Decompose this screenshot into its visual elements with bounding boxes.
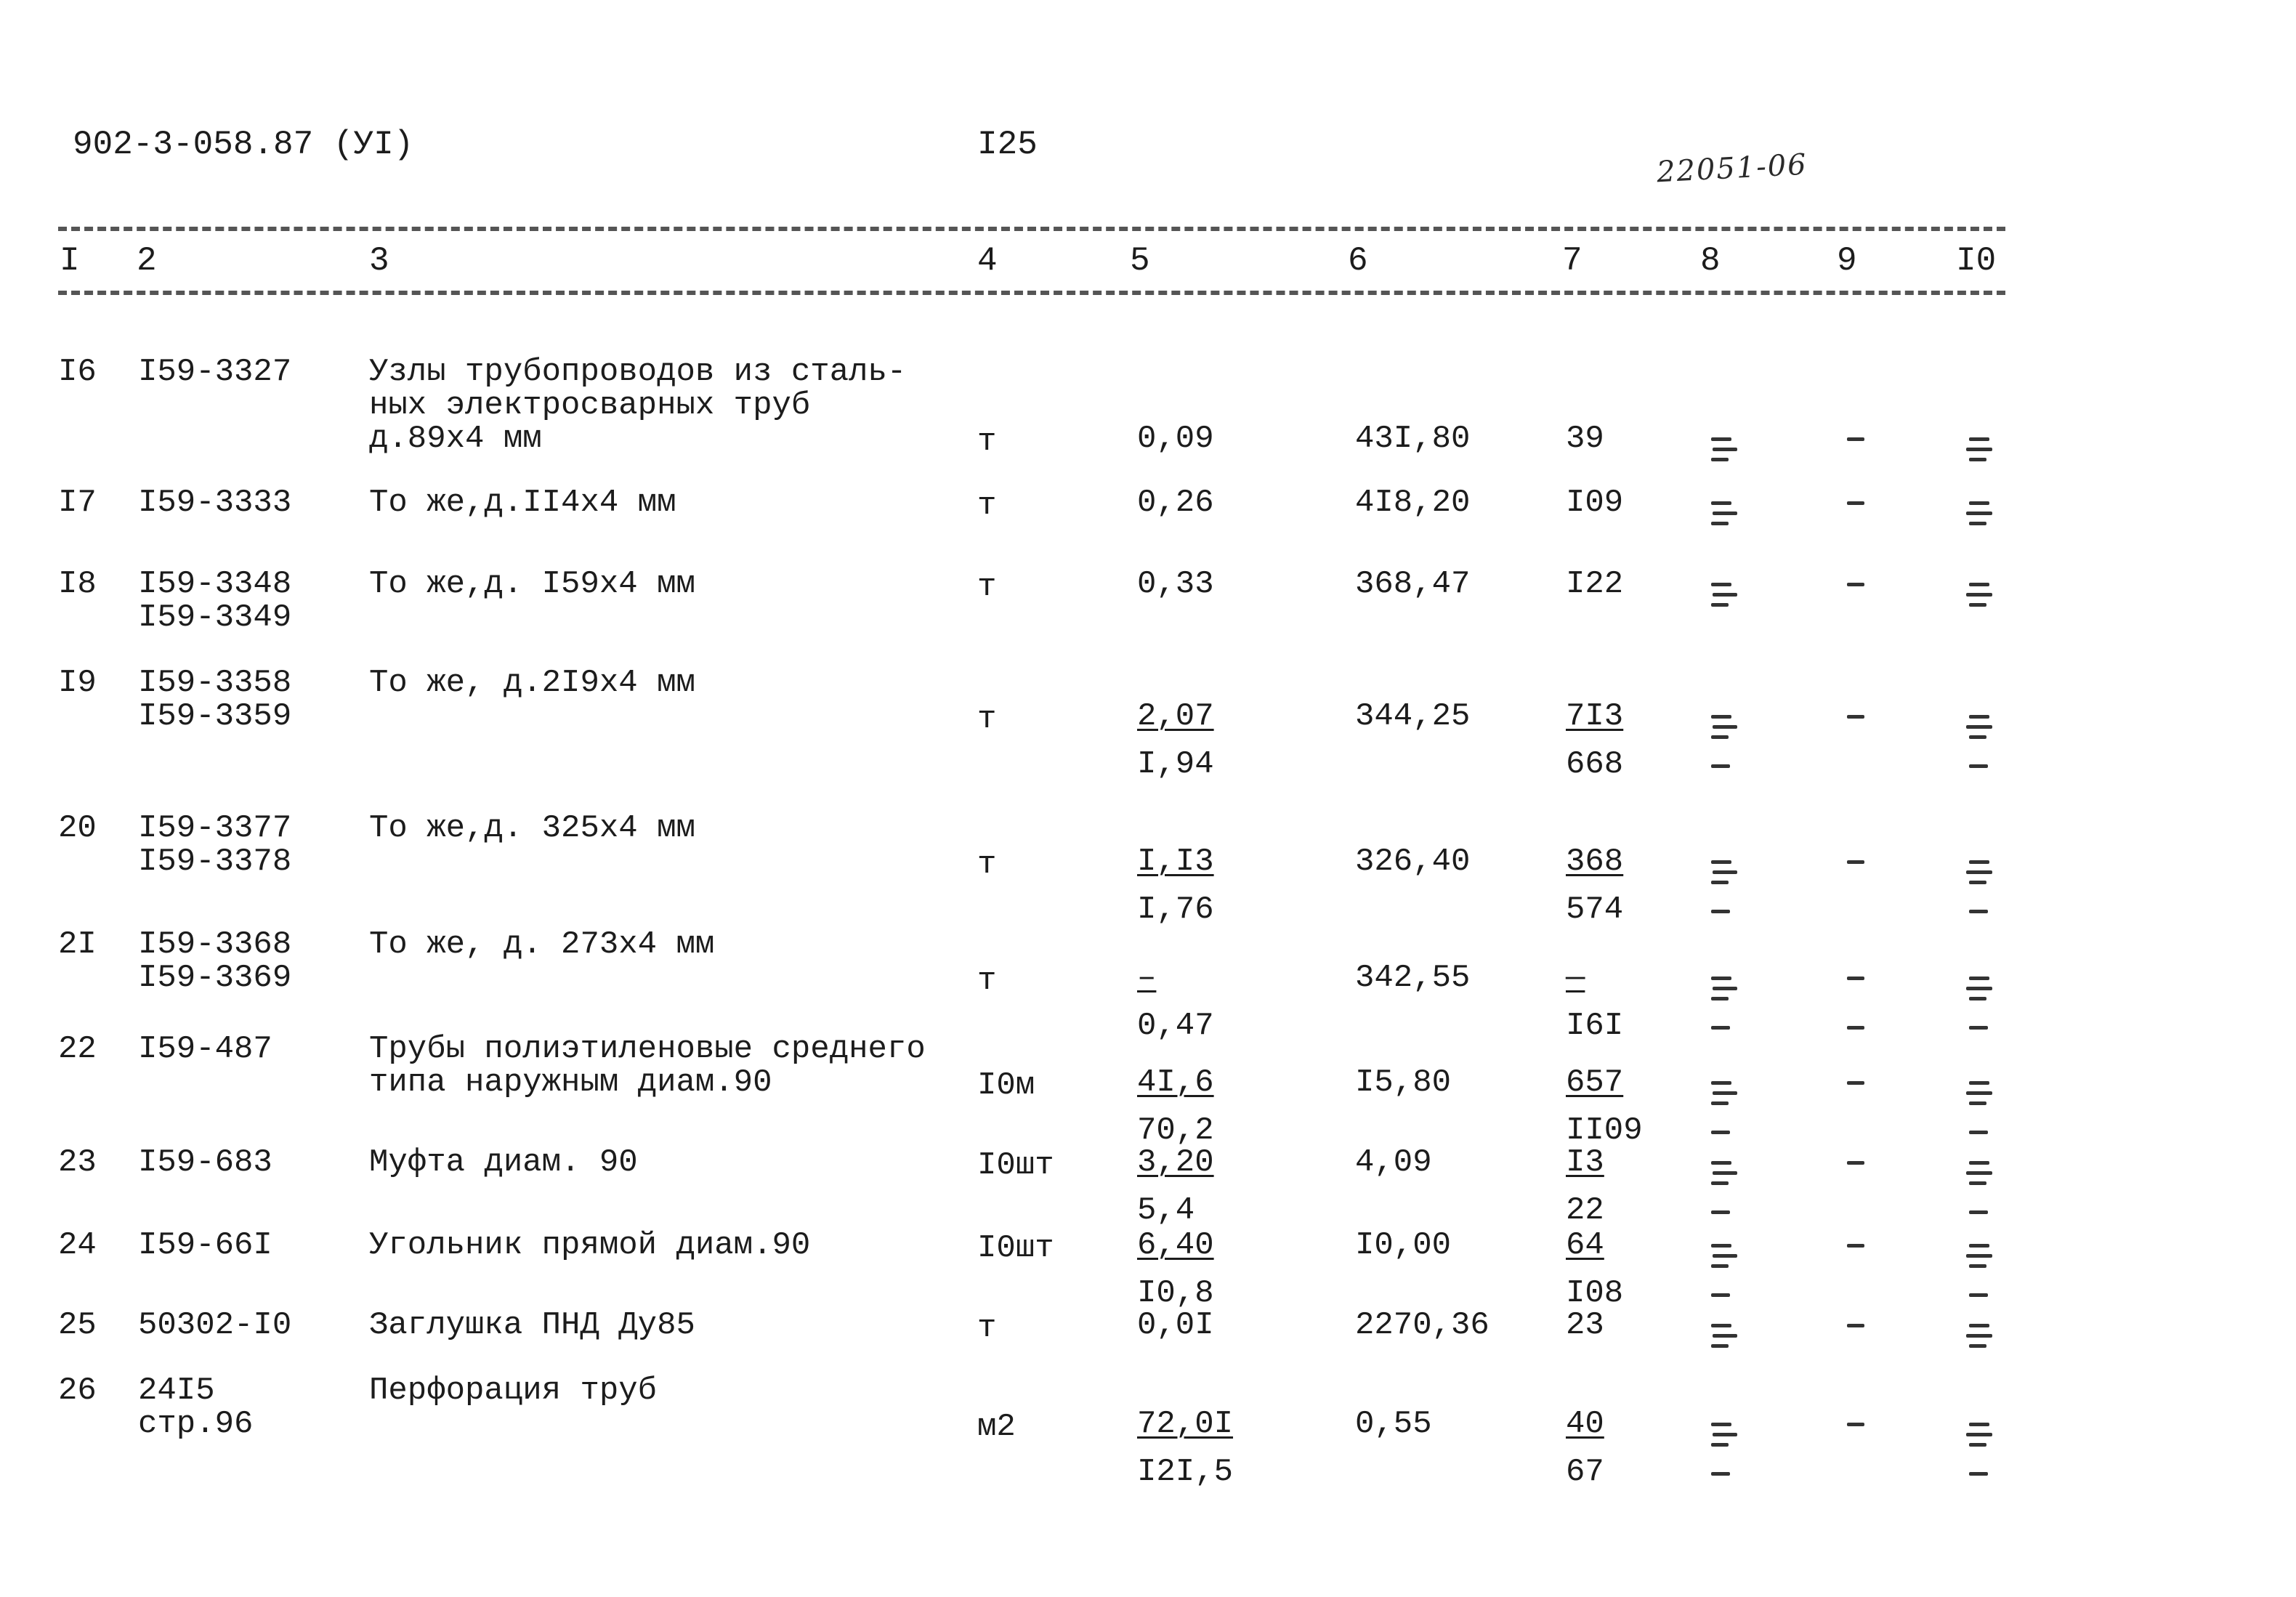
empty-dash-c8 xyxy=(1711,1472,1730,1476)
empty-dash-c8 xyxy=(1713,1433,1737,1436)
empty-dash-c10 xyxy=(1969,1264,1986,1268)
row-c7-value: 7I3 xyxy=(1566,698,1624,735)
row-number: 25 xyxy=(58,1307,97,1343)
row-description: То же,д. I59х4 мм xyxy=(369,566,695,602)
row-code: I59-3369 xyxy=(138,960,292,996)
empty-dash-c8 xyxy=(1711,522,1729,525)
row-number: I8 xyxy=(58,566,97,602)
row-c7-value: 22 xyxy=(1566,1192,1604,1229)
empty-dash-c9 xyxy=(1847,1081,1864,1085)
row-c5-value: 2,07 xyxy=(1137,698,1214,735)
row-number: 24 xyxy=(58,1227,97,1264)
empty-dash-c10 xyxy=(1969,1101,1986,1105)
row-c5-value: 3,20 xyxy=(1137,1144,1214,1181)
empty-dash-c10 xyxy=(1969,1161,1989,1165)
empty-dash-c10 xyxy=(1966,1433,1992,1436)
row-c7-value: 23 xyxy=(1566,1307,1604,1343)
col-header-5: 5 xyxy=(1130,242,1150,280)
empty-dash-c10 xyxy=(1969,583,1989,586)
col-header-7: 7 xyxy=(1562,242,1582,280)
row-number: 23 xyxy=(58,1144,97,1181)
row-code: I59-683 xyxy=(138,1144,272,1181)
row-c6-value: 2270,36 xyxy=(1355,1307,1489,1343)
empty-dash-c8 xyxy=(1711,977,1731,980)
row-description: Муфта диам. 90 xyxy=(369,1144,638,1181)
row-c5-value: I,94 xyxy=(1137,746,1214,783)
row-c5-value: – xyxy=(1137,960,1157,996)
col-header-4: 4 xyxy=(977,242,998,280)
row-description: То же,д.II4х4 мм xyxy=(369,485,676,521)
row-number: 20 xyxy=(58,810,97,846)
empty-dash-c10 xyxy=(1966,1091,1992,1095)
empty-dash-c8 xyxy=(1711,1026,1730,1030)
empty-dash-c8 xyxy=(1711,881,1729,884)
empty-dash-c8 xyxy=(1711,1244,1731,1248)
empty-dash-c10 xyxy=(1969,860,1989,864)
empty-dash-c10 xyxy=(1966,1254,1992,1258)
row-c7-value: 657 xyxy=(1566,1064,1624,1101)
empty-dash-c8 xyxy=(1713,1254,1737,1258)
row-c5-value: I,76 xyxy=(1137,892,1214,928)
empty-dash-c8 xyxy=(1711,1443,1729,1447)
empty-dash-c10 xyxy=(1969,1181,1986,1185)
empty-dash-c8 xyxy=(1711,1423,1731,1426)
empty-dash-c10 xyxy=(1969,735,1986,739)
empty-dash-c10 xyxy=(1969,522,1986,525)
empty-dash-c8 xyxy=(1711,910,1730,913)
row-c5-value: I0,8 xyxy=(1137,1275,1214,1311)
empty-dash-c8 xyxy=(1711,997,1729,1000)
row-c6-value: I5,80 xyxy=(1355,1064,1452,1101)
row-unit: I0шт xyxy=(977,1230,1054,1266)
row-number: I7 xyxy=(58,485,97,521)
empty-dash-c8 xyxy=(1711,715,1731,719)
empty-dash-c9 xyxy=(1847,1026,1864,1030)
empty-dash-c8 xyxy=(1711,860,1731,864)
row-c6-value: 4I8,20 xyxy=(1355,485,1471,521)
row-description: д.89х4 мм xyxy=(369,421,542,457)
row-description: типа наружным диам.90 xyxy=(369,1064,772,1101)
row-unit: т xyxy=(977,424,997,460)
empty-dash-c10 xyxy=(1969,881,1986,884)
row-c5-value: I,I3 xyxy=(1137,844,1214,880)
document-code: 902-3-058.87 (УI) xyxy=(73,126,414,163)
row-code: I59-3349 xyxy=(138,599,292,636)
row-code: I59-3348 xyxy=(138,566,292,602)
row-unit: т xyxy=(977,1310,997,1346)
row-unit: т xyxy=(977,701,997,737)
row-number: I6 xyxy=(58,354,97,390)
row-code: I59-3358 xyxy=(138,665,292,701)
empty-dash-c8 xyxy=(1711,1131,1730,1134)
empty-dash-c8 xyxy=(1711,1344,1729,1348)
empty-dash-c10 xyxy=(1966,1334,1992,1338)
empty-dash-c8 xyxy=(1711,764,1730,768)
row-code: I59-3377 xyxy=(138,810,292,846)
empty-dash-c9 xyxy=(1847,860,1864,864)
row-description: ных электросварных труб xyxy=(369,387,811,424)
empty-dash-c10 xyxy=(1966,1171,1992,1175)
row-description: То же,д. 325х4 мм xyxy=(369,810,695,846)
row-unit: I0м xyxy=(977,1067,1035,1104)
row-c7-value: — xyxy=(1566,960,1585,996)
row-c7-value: II09 xyxy=(1566,1112,1643,1149)
empty-dash-c10 xyxy=(1966,448,1992,451)
row-c7-value: 39 xyxy=(1566,421,1604,457)
handwritten-code: 22051-06 xyxy=(1655,147,1808,190)
col-header-9: 9 xyxy=(1837,242,1857,280)
col-header-2: 2 xyxy=(137,242,157,280)
empty-dash-c8 xyxy=(1711,1161,1731,1165)
row-c6-value: 368,47 xyxy=(1355,566,1471,602)
empty-dash-c10 xyxy=(1969,910,1988,913)
empty-dash-c9 xyxy=(1847,501,1864,505)
header-rule-top xyxy=(58,227,2005,231)
empty-dash-c10 xyxy=(1966,725,1992,729)
empty-dash-c10 xyxy=(1969,997,1986,1000)
empty-dash-c9 xyxy=(1847,1423,1864,1426)
row-c6-value: 4,09 xyxy=(1355,1144,1432,1181)
empty-dash-c10 xyxy=(1966,593,1992,597)
header-rule-bottom xyxy=(58,291,2005,295)
empty-dash-c9 xyxy=(1847,977,1864,980)
empty-dash-c9 xyxy=(1847,715,1864,719)
col-header-1: I xyxy=(60,242,80,280)
empty-dash-c8 xyxy=(1711,1324,1731,1327)
empty-dash-c9 xyxy=(1847,1244,1864,1248)
empty-dash-c10 xyxy=(1969,764,1988,768)
empty-dash-c10 xyxy=(1969,1423,1989,1426)
row-code: стр.96 xyxy=(138,1406,254,1442)
row-c6-value: I0,00 xyxy=(1355,1227,1452,1264)
empty-dash-c8 xyxy=(1711,458,1729,461)
row-c5-value: 0,47 xyxy=(1137,1008,1214,1044)
empty-dash-c8 xyxy=(1711,1293,1730,1297)
col-header-10: I0 xyxy=(1956,242,1997,280)
row-c6-value: 0,55 xyxy=(1355,1406,1432,1442)
empty-dash-c9 xyxy=(1847,1324,1864,1327)
empty-dash-c10 xyxy=(1966,870,1992,874)
row-c7-value: I3 xyxy=(1566,1144,1604,1181)
col-header-3: 3 xyxy=(369,242,389,280)
row-c5-value: 6,40 xyxy=(1137,1227,1214,1264)
empty-dash-c8 xyxy=(1711,583,1731,586)
row-unit: I0шт xyxy=(977,1147,1054,1184)
empty-dash-c10 xyxy=(1969,1081,1989,1085)
row-description: То же, д. 273х4 мм xyxy=(369,926,715,963)
empty-dash-c8 xyxy=(1711,1181,1729,1185)
col-header-6: 6 xyxy=(1348,242,1368,280)
row-code: I59-3359 xyxy=(138,698,292,735)
row-code: I59-3333 xyxy=(138,485,292,521)
row-code: I59-3378 xyxy=(138,844,292,880)
empty-dash-c10 xyxy=(1969,1131,1988,1134)
empty-dash-c8 xyxy=(1713,1334,1737,1338)
page-number: I25 xyxy=(977,126,1038,163)
row-c7-value: 40 xyxy=(1566,1406,1604,1442)
empty-dash-c10 xyxy=(1969,1210,1988,1214)
empty-dash-c10 xyxy=(1969,715,1989,719)
row-description: То же, д.2I9х4 мм xyxy=(369,665,695,701)
row-unit: т xyxy=(977,569,997,605)
row-number: 26 xyxy=(58,1372,97,1409)
row-unit: м2 xyxy=(977,1409,1016,1445)
row-c7-value: 574 xyxy=(1566,892,1624,928)
row-c7-value: I09 xyxy=(1566,485,1624,521)
empty-dash-c8 xyxy=(1713,593,1737,597)
empty-dash-c8 xyxy=(1711,1264,1729,1268)
empty-dash-c8 xyxy=(1711,1081,1731,1085)
empty-dash-c10 xyxy=(1969,603,1986,607)
row-code: I59-66I xyxy=(138,1227,272,1264)
empty-dash-c10 xyxy=(1969,501,1989,505)
row-description: Заглушка ПНД Ду85 xyxy=(369,1307,695,1343)
row-c5-value: 0,0I xyxy=(1137,1307,1214,1343)
row-c5-value: 4I,6 xyxy=(1137,1064,1214,1101)
empty-dash-c8 xyxy=(1711,1101,1729,1105)
row-number: 2I xyxy=(58,926,97,963)
row-number: 22 xyxy=(58,1031,97,1067)
row-c5-value: 0,33 xyxy=(1137,566,1214,602)
row-c6-value: 342,55 xyxy=(1355,960,1471,996)
row-description: Перфорация труб xyxy=(369,1372,658,1409)
row-c7-value: 668 xyxy=(1566,746,1624,783)
row-c5-value: 0,26 xyxy=(1137,485,1214,521)
row-c7-value: I08 xyxy=(1566,1275,1624,1311)
empty-dash-c8 xyxy=(1711,501,1731,505)
row-c5-value: 70,2 xyxy=(1137,1112,1214,1149)
empty-dash-c8 xyxy=(1711,603,1729,607)
empty-dash-c10 xyxy=(1966,987,1992,990)
empty-dash-c8 xyxy=(1713,1091,1737,1095)
row-description: Угольник прямой диам.90 xyxy=(369,1227,811,1264)
empty-dash-c9 xyxy=(1847,1161,1864,1165)
row-c6-value: 344,25 xyxy=(1355,698,1471,735)
row-c7-value: I22 xyxy=(1566,566,1624,602)
row-description: Трубы полиэтиленовые среднего xyxy=(369,1031,926,1067)
empty-dash-c8 xyxy=(1713,448,1737,451)
row-unit: т xyxy=(977,846,997,883)
row-c5-value: 5,4 xyxy=(1137,1192,1195,1229)
row-unit: т xyxy=(977,963,997,999)
empty-dash-c8 xyxy=(1713,987,1737,990)
row-c5-value: 0,09 xyxy=(1137,421,1214,457)
row-number: I9 xyxy=(58,665,97,701)
row-code: 50302-I0 xyxy=(138,1307,292,1343)
row-c6-value: 43I,80 xyxy=(1355,421,1471,457)
row-unit: т xyxy=(977,488,997,524)
row-c7-value: 64 xyxy=(1566,1227,1604,1264)
empty-dash-c8 xyxy=(1713,870,1737,874)
empty-dash-c10 xyxy=(1969,458,1986,461)
empty-dash-c8 xyxy=(1713,1171,1737,1175)
empty-dash-c9 xyxy=(1847,437,1864,441)
empty-dash-c10 xyxy=(1969,1324,1989,1327)
row-code: I59-3368 xyxy=(138,926,292,963)
empty-dash-c8 xyxy=(1713,512,1737,515)
empty-dash-c8 xyxy=(1713,725,1737,729)
empty-dash-c10 xyxy=(1969,1244,1989,1248)
empty-dash-c10 xyxy=(1969,1293,1988,1297)
row-code: I59-3327 xyxy=(138,354,292,390)
empty-dash-c10 xyxy=(1969,1026,1988,1030)
empty-dash-c10 xyxy=(1969,1443,1986,1447)
row-c5-value: I2I,5 xyxy=(1137,1454,1234,1490)
row-code: I59-487 xyxy=(138,1031,272,1067)
empty-dash-c8 xyxy=(1711,437,1731,441)
empty-dash-c10 xyxy=(1969,977,1989,980)
empty-dash-c8 xyxy=(1711,735,1729,739)
row-c7-value: I6I xyxy=(1566,1008,1624,1044)
empty-dash-c10 xyxy=(1969,437,1989,441)
row-c7-value: 368 xyxy=(1566,844,1624,880)
row-c6-value: 326,40 xyxy=(1355,844,1471,880)
empty-dash-c8 xyxy=(1711,1210,1730,1214)
empty-dash-c10 xyxy=(1969,1472,1988,1476)
empty-dash-c10 xyxy=(1969,1344,1986,1348)
row-code: 24I5 xyxy=(138,1372,215,1409)
row-description: Узлы трубопроводов из сталь- xyxy=(369,354,907,390)
empty-dash-c10 xyxy=(1966,512,1992,515)
col-header-8: 8 xyxy=(1700,242,1721,280)
row-c5-value: 72,0I xyxy=(1137,1406,1234,1442)
empty-dash-c9 xyxy=(1847,583,1864,586)
row-c7-value: 67 xyxy=(1566,1454,1604,1490)
